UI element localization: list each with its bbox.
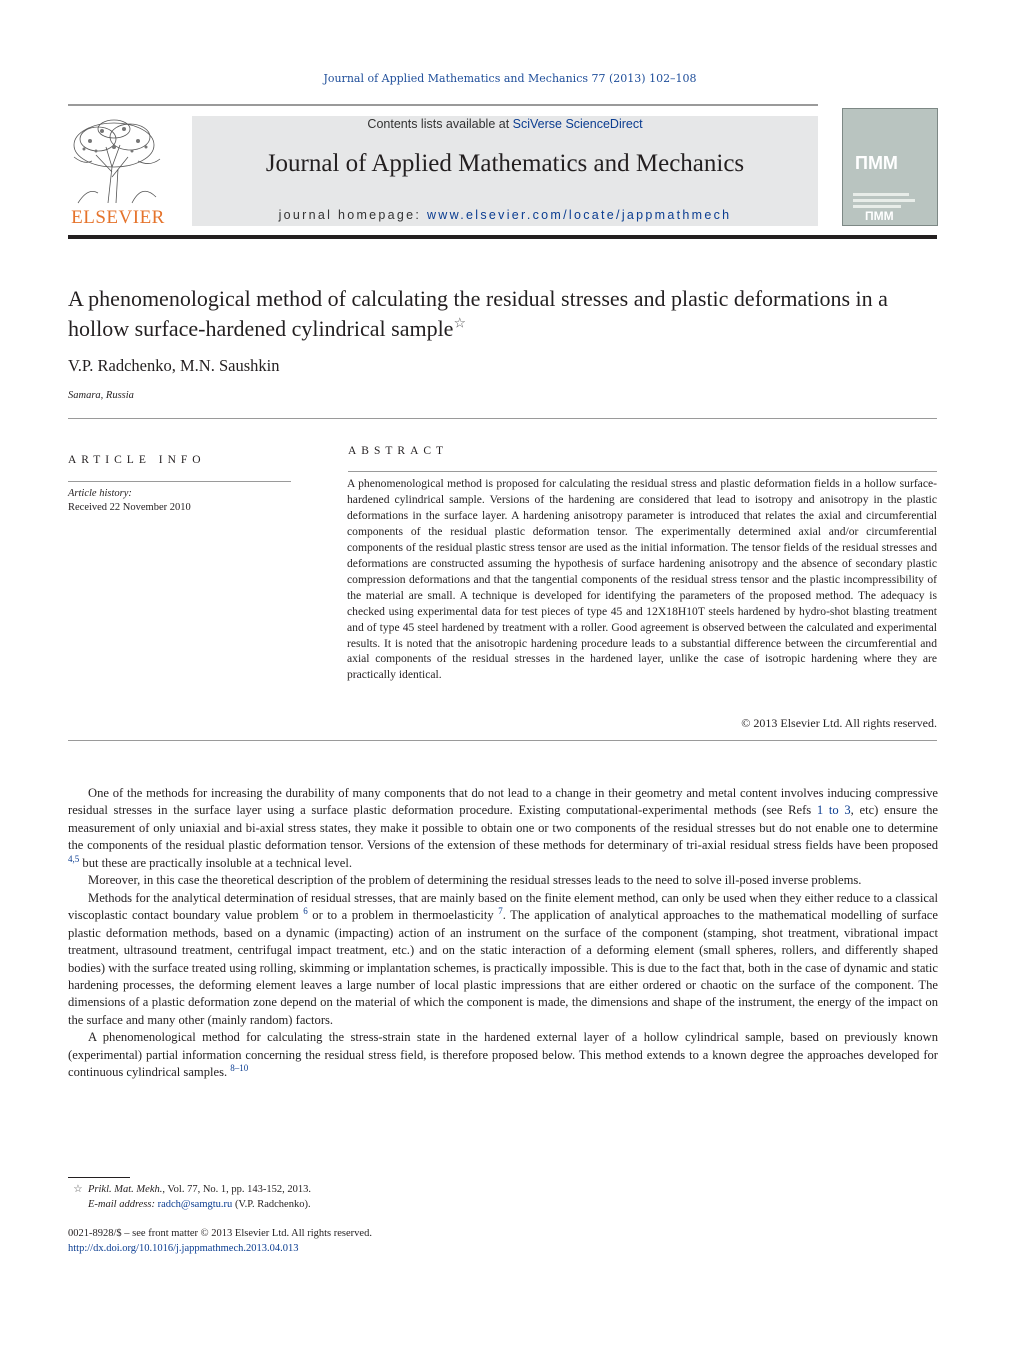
article-title-text: A phenomenological method of calculating the residual stresses and plastic deformations in a hollow surface-hardened cylindrical sample	[68, 286, 888, 341]
footnote-journal: Prikl. Mat. Mekh.	[88, 1184, 163, 1195]
article-info-rule	[68, 481, 291, 482]
reference-link[interactable]: 4,5	[68, 853, 80, 864]
abstract-separator	[68, 740, 937, 741]
body-paragraph	[68, 785, 938, 872]
body-text-run: A phenomenological method for calculating the stress-strain state in the hardened external layer of a hollow cylindrical sample, based on previously known (experimental) partial information concerning the residual stress field, is therefore proposed below. This method extends to a known degree the approaches developed for continuous cylindrical samples.	[68, 1030, 938, 1080]
article-authors: V.P. Radchenko, M.N. Saushkin	[68, 356, 280, 375]
sciencedirect-link[interactable]: SciVerse ScienceDirect	[512, 117, 643, 131]
title-separator	[68, 418, 937, 419]
abstract-copyright: © 2013 Elsevier Ltd. All rights reserved.	[741, 716, 937, 730]
cover-line	[853, 199, 915, 202]
abstract-rule	[348, 471, 937, 472]
header-top-rule	[68, 104, 818, 106]
doi-link[interactable]: http://dx.doi.org/10.1016/j.jappmathmech.2013.04.013	[68, 1243, 299, 1254]
elsevier-wordmark: ELSEVIER	[71, 207, 165, 228]
journal-homepage	[192, 208, 818, 222]
footnote-mark: ☆	[73, 1184, 83, 1195]
elsevier-tree-icon	[68, 117, 166, 205]
issn-line: 0021-8928/$ – see front matter © 2013 Elsevier Ltd. All rights reserved.	[68, 1228, 372, 1239]
history-label: Article history:	[68, 488, 132, 499]
cover-title: ПММ	[855, 153, 898, 173]
article-body	[68, 785, 938, 1082]
reference-link[interactable]: 8–10	[230, 1063, 249, 1074]
header-bottom-rule	[68, 235, 937, 239]
footnote-email	[68, 1197, 311, 1212]
footnotes	[68, 1182, 311, 1212]
reference-link[interactable]: 1 to 3	[816, 803, 851, 818]
footnote-rule	[68, 1177, 130, 1178]
cover-line	[853, 205, 901, 208]
email-owner: (V.P. Radchenko).	[232, 1199, 311, 1210]
body-paragraph	[68, 890, 938, 1030]
article-affiliation: Samara, Russia	[68, 390, 134, 401]
reference-link[interactable]: 7	[498, 905, 503, 916]
article-history	[68, 487, 191, 515]
body-text-run: but these are practically insoluble at a technical level.	[79, 855, 352, 870]
article-title	[68, 284, 938, 344]
body-paragraph	[68, 1029, 938, 1081]
email-link[interactable]: radch@samgtu.ru	[157, 1199, 233, 1210]
title-footnote-mark[interactable]: ☆	[453, 316, 467, 332]
body-text-run: , etc) ensure the measurement of only uniaxial and bi-axial stress states, they make it possible to obtain one or two components of the residual stresses but do not enable one to determine the components of the residual plastic deformation tensor. Versions of the extension of these methods for determinary of tri-axial residual stress fields have been proposed	[68, 803, 938, 853]
elsevier-logo[interactable]	[66, 117, 170, 227]
body-text-run: One of the methods for increasing the durability of many components that do not lead to a change in their geometry and metal content involves inducing compressive residual stresses in the surface layer using a surface plastic deformation procedure. Existing computational-experimental methods (see Refs	[68, 786, 938, 818]
cover-bottom: ПММ	[865, 209, 894, 223]
cover-line	[853, 193, 909, 196]
journal-cover-thumbnail[interactable]	[842, 108, 938, 226]
received-date: Received 22 November 2010	[68, 502, 191, 513]
article-info-heading: ARTICLE INFO	[68, 454, 206, 466]
journal-name: Journal of Applied Mathematics and Mechanics	[265, 150, 745, 177]
front-matter	[68, 1226, 372, 1256]
homepage-link[interactable]: www.elsevier.com/locate/jappmathmech	[426, 208, 732, 222]
abstract-heading: ABSTRACT	[348, 445, 449, 457]
footnote-source	[68, 1182, 311, 1197]
reference-link[interactable]: 6	[303, 905, 308, 916]
email-label: E-mail address:	[88, 1199, 155, 1210]
body-text-run: Methods for the analytical determination of residual stresses, that are mainly based on the finite element method, can only be used when they either reduce to a classical viscoplastic contact boundary value problem	[68, 890, 938, 923]
body-text-run: . The application of analytical approaches to the mathematical modelling of surface plastic deformation methods, based on a dynamic (impacting) action of an instrument on the surface of the component (stamping, shot treatment, vibrational impact treatment, ultrasound treatment, centrifugal impact treatment, etc.) and on the static interaction of a deforming element (small spheres, rollers, and differently shaped bodies) with the surface treated using rolling, skimming or implantation schemes, is practically impossible. This is due to the fact that, both in the case of dynamic and static hardening processes, the deforming element leaves a large number of local plastic impressions that are either ordered or chaotic on the surface of the component. The dimensions of a plastic deformation zone depend on the material of which the component is made, the dimensions and shape of the instrument, the energy of the impact on the surface and many other (mainly random) factors.	[68, 908, 938, 1027]
footnote-source-detail: , Vol. 77, No. 1, pp. 143-152, 2013.	[162, 1184, 312, 1195]
body-text-run: or to a problem in thermoelasticity	[307, 908, 499, 923]
contents-prefix: Contents lists available at	[367, 117, 513, 131]
homepage-prefix: journal homepage:	[278, 208, 427, 222]
abstract-text: A phenomenological method is proposed for calculating the residual stress and plastic deformation fields in a hollow surface-hardened cylindrical sample. Versions of the hardening are considered that lead to isotropy and anisotropy in the plastic deformations in the surface layer. A hardening anisotropy parameter is introduced that relates the axial and circumferential components of the residual plastic deformation tensor. The experimentally determined axial and/or circumferential components of the residual plastic stress tensor are used as the initial information. The tensor fields of the residual stresses and deformations are constructed assuming the hypothesis of surface hardening anisotropy and the absence of secondary plastic compression deformations and that the tangential components of the residual stress tensor and the plastic incompressibility of the material are small. A technique is developed for identifying the parameters of the proposed method. The adequacy is checked using experimental data for test pieces of type 45 and 12X18H10T steels hardened by hydro-shot blasting treatment and of type 45 steel hardened by treatment with a roller. Good agreement is observed between the calculated and experimental results. It is noted that the anisotropic hardening procedure leads to a substantial difference between the circumferential and axial components of the residual stresses in the hardened layer, unlike the case of isotropic hardening where they are practically identical.	[347, 477, 937, 682]
journal-citation[interactable]: Journal of Applied Mathematics and Mechanics 77 (2013) 102–108	[323, 72, 697, 85]
body-paragraph: Moreover, in this case the theoretical description of the problem of determining the residual stresses leads to the need to solve ill-posed inverse problems.	[88, 873, 862, 888]
contents-line	[192, 117, 818, 131]
